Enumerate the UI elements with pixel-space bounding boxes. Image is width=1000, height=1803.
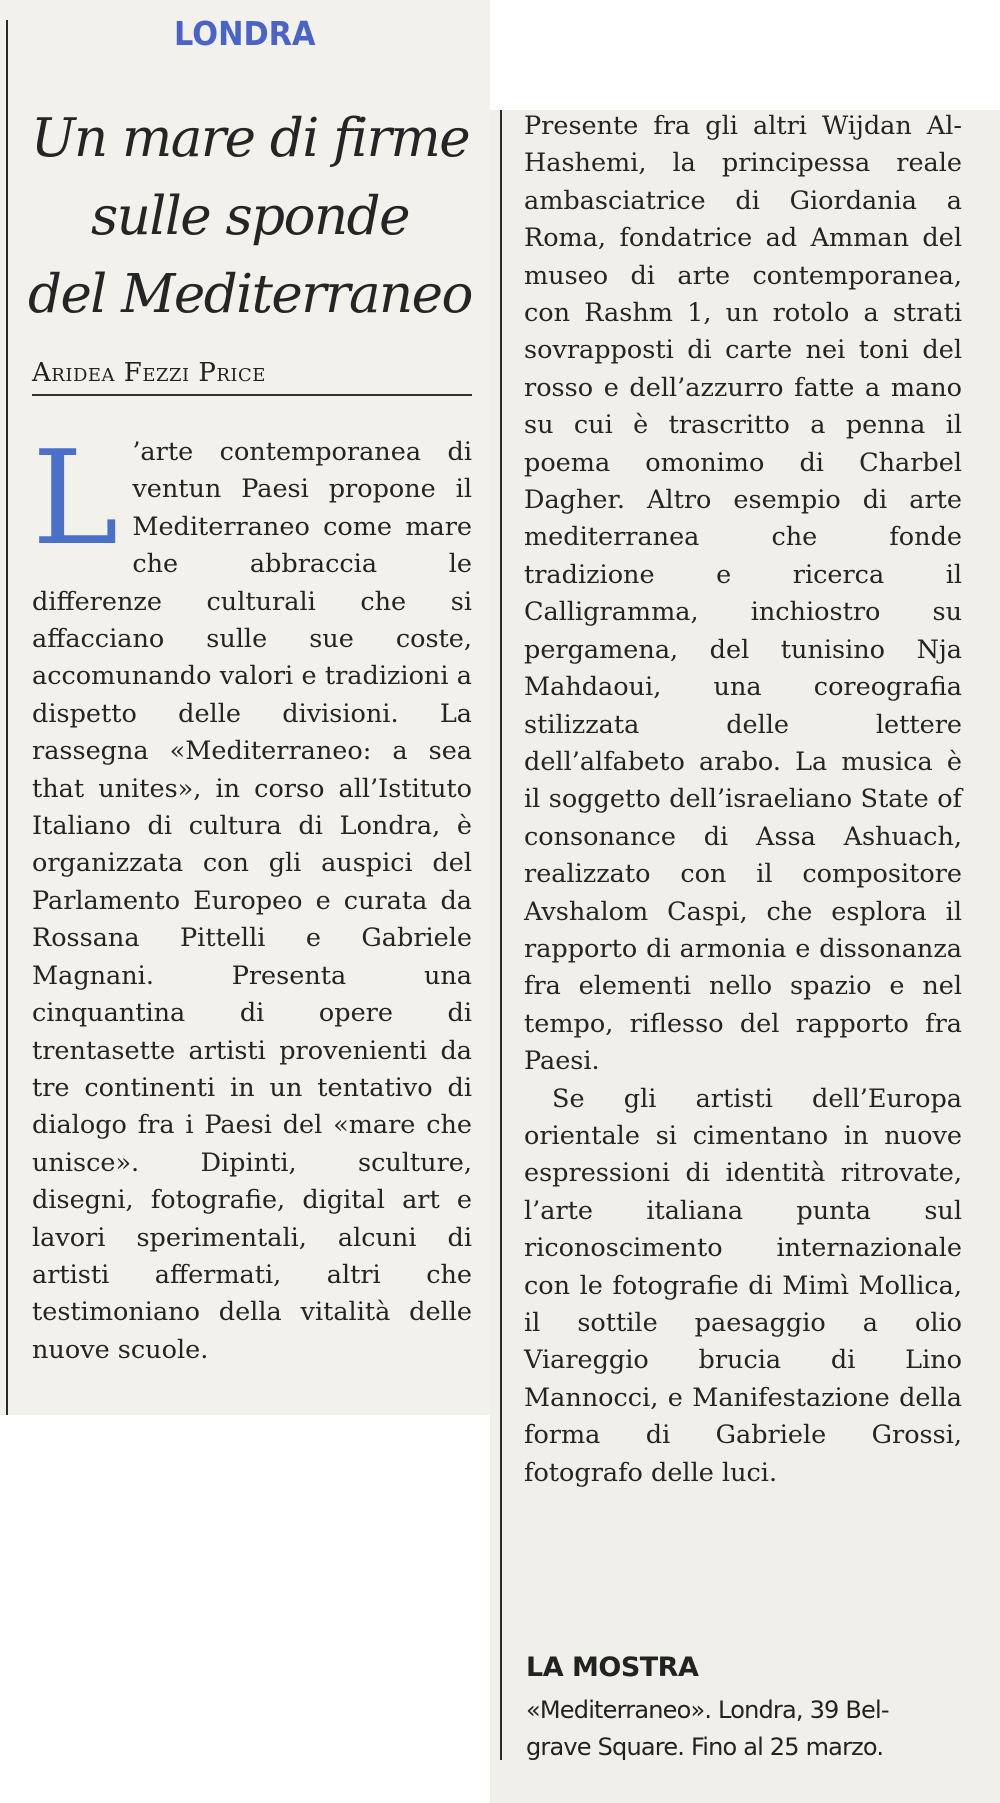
column-divider: [500, 110, 502, 1760]
paragraph-text: Se gli artisti dell’Europa orientale si cimentano in nuove espressioni di identità ritrovate, l’arte italiana punta sul riconoscimento internazionale con le fotografie di Mimì Mollica, il sottile paesaggio a olio Viareggio brucia di Lino Mannocci, e Manifestazione della forma di Gabriele Grossi, fotografo delle luci.: [524, 1083, 962, 1488]
paragraph-text: ’arte contemporanea di ventun Paesi propone il Mediterraneo come mare che abbraccia le differenze culturali che si affacciano sulle sue coste, accomunando valori e tradizioni a dispetto delle divisioni. La rassegna «Mediterraneo: a sea that unites», in corso all’Istituto Italiano di cultura di Londra, è organizzata con gli auspici del Parlamento Europeo e curata da Rossana Pittelli e Gabriele Magnani. Presenta una cinquantina di opere di trentasette artisti provenienti da tre continenti in un tentativo di dialogo fra i Paesi del «mare che unisce». Dipinti, sculture, disegni, fotografie, digital art e lavori sperimentali, alcuni di artisti affermati, altri che testimoniano della vitalità delle nuove scuole.: [32, 437, 472, 1365]
sidebar-info: [526, 1692, 966, 1766]
headline-line: Un mare di firme: [30, 108, 470, 169]
sidebar-line: «Mediterraneo». Londra, 39 Bel-: [526, 1696, 889, 1724]
section-label: LONDRA: [174, 14, 316, 53]
article-right-column: [524, 108, 962, 1492]
paragraph-text: Presente fra gli altri Wijdan Al-Hashemi, la principessa reale ambasciatrice di Giordania a Roma, fondatrice ad Amman del museo di arte contemporanea, con Rashm 1, un rotolo a strati sovrapposti di carte nei toni del rosso e dell’azzurro fatte a mano su cui è trascritto a penna il poema omonimo di Charbel Dagher. Altro esempio di arte mediterranea che fonde tradizione e ricerca il Calligramma, inchiostro su pergamena, del tunisino Nja Mahdaoui, una coreografia stilizzata delle lettere dell’alfabeto arabo. La musica è il soggetto dell’israeliano State of consonance di Assa Ashuach, realizzato con il compositore Avshalom Caspi, che esplora il rapporto di armonia e dissonanza fra elementi nello spazio e nel tempo, riflesso del rapporto fra Paesi.: [524, 111, 962, 1077]
headline-line: del Mediterraneo: [28, 264, 472, 325]
headline: [12, 100, 488, 334]
headline-line: sulle sponde: [91, 186, 409, 247]
article-paragraph: [32, 422, 472, 1369]
left-column-rule: [6, 20, 8, 1415]
sidebar-title: LA MOSTRA: [526, 1652, 699, 1683]
article-paragraph: [524, 1081, 962, 1492]
article-left-column: [32, 422, 472, 1369]
article-paragraph: [524, 108, 962, 1081]
blank-area: [490, 0, 1000, 110]
drop-cap: L: [32, 422, 119, 574]
byline: Aridea Fezzi Price: [32, 358, 472, 396]
sidebar-line: grave Square. Fino al 25 marzo.: [526, 1733, 884, 1761]
